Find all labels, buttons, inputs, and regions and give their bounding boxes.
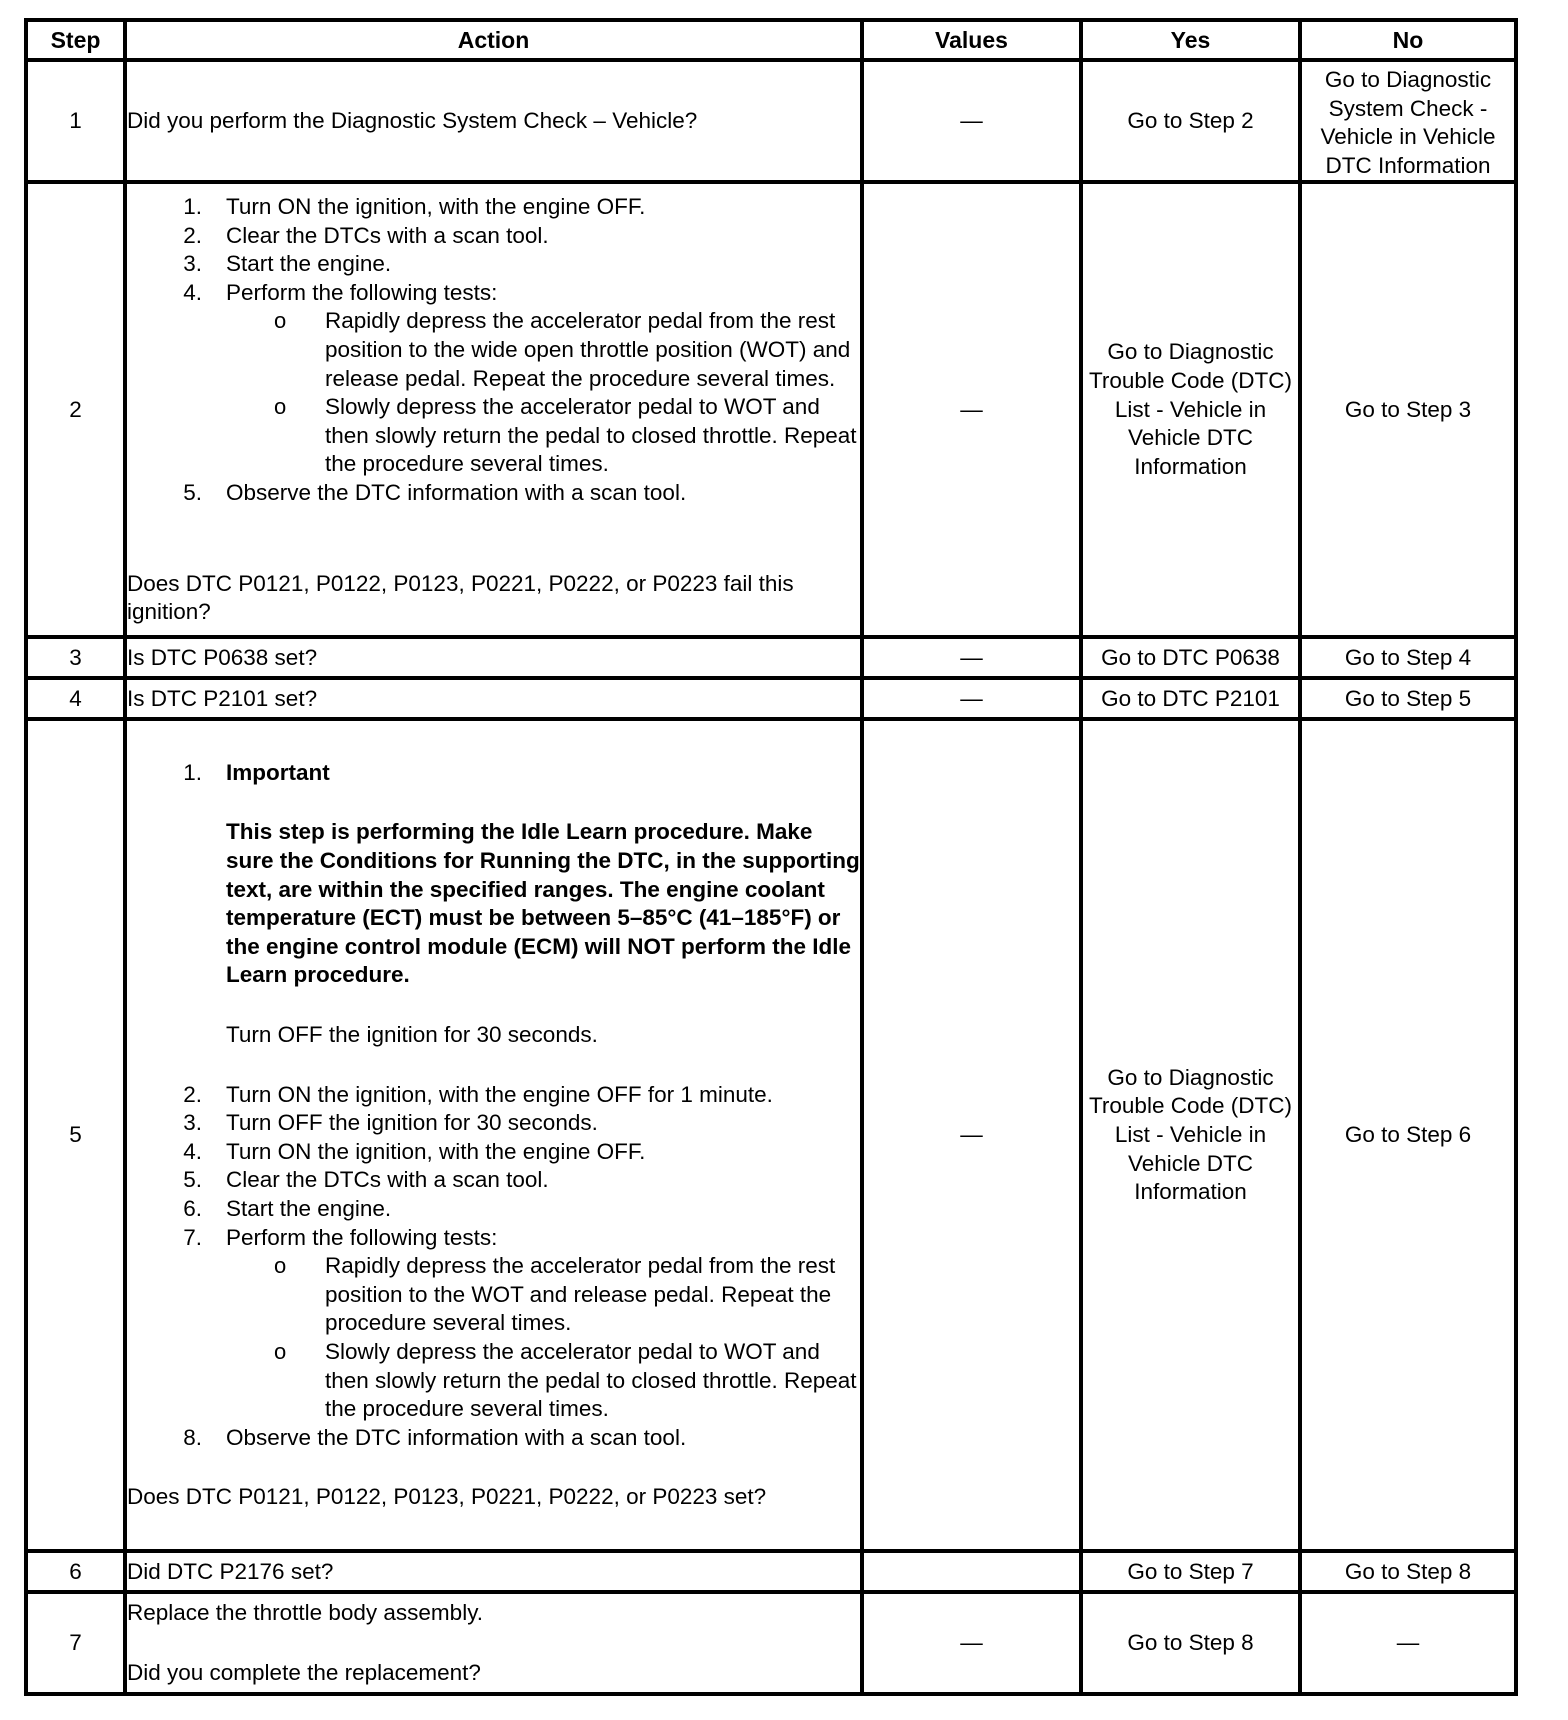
action-question: Does DTC P0121, P0122, P0123, P0221, P0222, or P0223 fail this ignition? bbox=[127, 570, 794, 625]
list-item: 4. Perform the following tests: o Rapidly depress the accelerator pedal from the rest position to the wide open throttle position (WOT) and release pedal. Repeat the procedure several times. o Slowly depress the accelerator pedal to WOT and then slowly return the pedal to closed throttle. Repeat the procedure several times. bbox=[127, 279, 860, 479]
no-cell: Go to Diagnostic System Check - Vehicle in Vehicle DTC Information bbox=[1300, 60, 1516, 182]
action-list bbox=[127, 759, 860, 1452]
values-cell: — bbox=[862, 719, 1081, 1551]
sub-list-item: o Slowly depress the accelerator pedal to WOT and then slowly return the pedal to closed throttle. Repeat the procedure several times. bbox=[274, 1338, 857, 1422]
list-item: 5. Clear the DTCs with a scan tool. bbox=[183, 1167, 549, 1193]
sub-list-item: o Rapidly depress the accelerator pedal from the rest position to the wide open throttle position (WOT) and release pedal. Repeat the procedure several times. bbox=[274, 308, 851, 391]
table-row bbox=[26, 678, 1516, 719]
list-item: 8. Observe the DTC information with a scan tool. bbox=[183, 1424, 687, 1450]
list-item: 6. Start the engine. bbox=[183, 1195, 392, 1221]
header-yes: Yes bbox=[1081, 20, 1300, 60]
table-row bbox=[26, 1592, 1516, 1694]
no-cell: Go to Step 4 bbox=[1300, 637, 1516, 678]
yes-cell: Go to Diagnostic Trouble Code (DTC) List - Vehicle in Vehicle DTC Information bbox=[1081, 719, 1300, 1551]
action-cell: Did DTC P2176 set? bbox=[125, 1551, 862, 1592]
header-row bbox=[26, 20, 1516, 60]
action-cell bbox=[125, 719, 862, 1551]
list-item: 1. Important This step is performing the Idle Learn procedure. Make sure the Conditions for Running the DTC, in the supporting text, are within the specified ranges. The engine coolant temperature (ECT) must be between 5–85°C (41–185°F) or the engine control module (ECM) will NOT perform the Idle Learn procedure. Turn OFF the ignition for 30 seconds. bbox=[127, 759, 860, 1081]
table-row bbox=[26, 1551, 1516, 1592]
table-row bbox=[26, 637, 1516, 678]
list-item: 3. Turn OFF the ignition for 30 seconds. bbox=[183, 1110, 598, 1136]
action-cell bbox=[125, 60, 862, 182]
step-number: 7 bbox=[26, 1592, 125, 1694]
yes-cell: Go to Step 2 bbox=[1081, 60, 1300, 182]
yes-cell: Go to Step 7 bbox=[1081, 1551, 1300, 1592]
sub-list-item: o Rapidly depress the accelerator pedal from the rest position to the WOT and release pedal. Repeat the procedure several times. bbox=[274, 1253, 836, 1336]
values-cell: — bbox=[862, 678, 1081, 719]
no-cell: — bbox=[1300, 1592, 1516, 1694]
values-cell bbox=[862, 1551, 1081, 1592]
header-no: No bbox=[1300, 20, 1516, 60]
step-number: 3 bbox=[26, 637, 125, 678]
action-cell bbox=[125, 182, 862, 637]
step-number: 2 bbox=[26, 182, 125, 637]
no-cell: Go to Step 5 bbox=[1300, 678, 1516, 719]
no-cell: Go to Step 3 bbox=[1300, 182, 1516, 637]
list-item: 4. Turn ON the ignition, with the engine OFF. bbox=[183, 1138, 646, 1164]
step-number: 1 bbox=[26, 60, 125, 182]
values-cell: — bbox=[862, 637, 1081, 678]
action-cell: Is DTC P0638 set? bbox=[125, 637, 862, 678]
list-item: 2. Clear the DTCs with a scan tool. bbox=[183, 222, 549, 248]
step-number: 5 bbox=[26, 719, 125, 1551]
action-text: Replace the throttle body assembly. bbox=[127, 1600, 484, 1626]
first-action: Turn OFF the ignition for 30 seconds. bbox=[226, 1022, 598, 1047]
diagnostic-table bbox=[24, 18, 1518, 1696]
values-cell: — bbox=[862, 182, 1081, 637]
values-cell: — bbox=[862, 60, 1081, 182]
action-question: Does DTC P0121, P0122, P0123, P0221, P0222, or P0223 set? bbox=[127, 1484, 767, 1510]
no-cell: Go to Step 6 bbox=[1300, 719, 1516, 1551]
action-question: Did you complete the replacement? bbox=[127, 1659, 481, 1685]
yes-cell: Go to DTC P2101 bbox=[1081, 678, 1300, 719]
table-row bbox=[26, 60, 1516, 182]
yes-cell: Go to Diagnostic Trouble Code (DTC) List - Vehicle in Vehicle DTC Information bbox=[1081, 182, 1300, 637]
yes-cell: Go to DTC P0638 bbox=[1081, 637, 1300, 678]
action-question: Did you perform the Diagnostic System Check – Vehicle? bbox=[127, 107, 698, 133]
table-row bbox=[26, 719, 1516, 1551]
table-row bbox=[26, 182, 1516, 637]
header-values: Values bbox=[862, 20, 1081, 60]
action-list bbox=[127, 193, 860, 508]
no-cell: Go to Step 8 bbox=[1300, 1551, 1516, 1592]
header-step: Step bbox=[26, 20, 125, 60]
sub-list-item: o Slowly depress the accelerator pedal to WOT and then slowly return the pedal to closed throttle. Repeat the procedure several times. bbox=[274, 394, 857, 477]
list-item: 3. Start the engine. bbox=[183, 251, 392, 277]
list-item: 7. Perform the following tests: o Rapidly depress the accelerator pedal from the rest position to the WOT and release pedal. Repeat the procedure several times. o Slowly depress the accelerator pedal to WOT and then slowly return the pedal to closed throttle. Repeat the procedure several times. bbox=[127, 1224, 860, 1424]
important-label: Important bbox=[226, 759, 330, 785]
yes-cell: Go to Step 8 bbox=[1081, 1592, 1300, 1694]
step-number: 6 bbox=[26, 1551, 125, 1592]
action-cell: Is DTC P2101 set? bbox=[125, 678, 862, 719]
header-action: Action bbox=[125, 20, 862, 60]
list-item: 1. Turn ON the ignition, with the engine OFF. bbox=[183, 194, 646, 220]
list-item: 5. Observe the DTC information with a scan tool. bbox=[183, 479, 687, 505]
sub-list bbox=[226, 307, 860, 479]
list-item: 2. Turn ON the ignition, with the engine OFF for 1 minute. bbox=[183, 1081, 773, 1107]
action-cell bbox=[125, 1592, 862, 1694]
sub-list bbox=[226, 1252, 860, 1424]
values-cell: — bbox=[862, 1592, 1081, 1694]
important-text: This step is performing the Idle Learn procedure. Make sure the Conditions for Running the DTC, in the supporting text, are within the specified ranges. The engine coolant temperature (ECT) must be between 5–85°C (41–185°F) or the engine control module (ECM) will NOT perform the Idle Learn procedure. bbox=[226, 819, 860, 988]
step-number: 4 bbox=[26, 678, 125, 719]
